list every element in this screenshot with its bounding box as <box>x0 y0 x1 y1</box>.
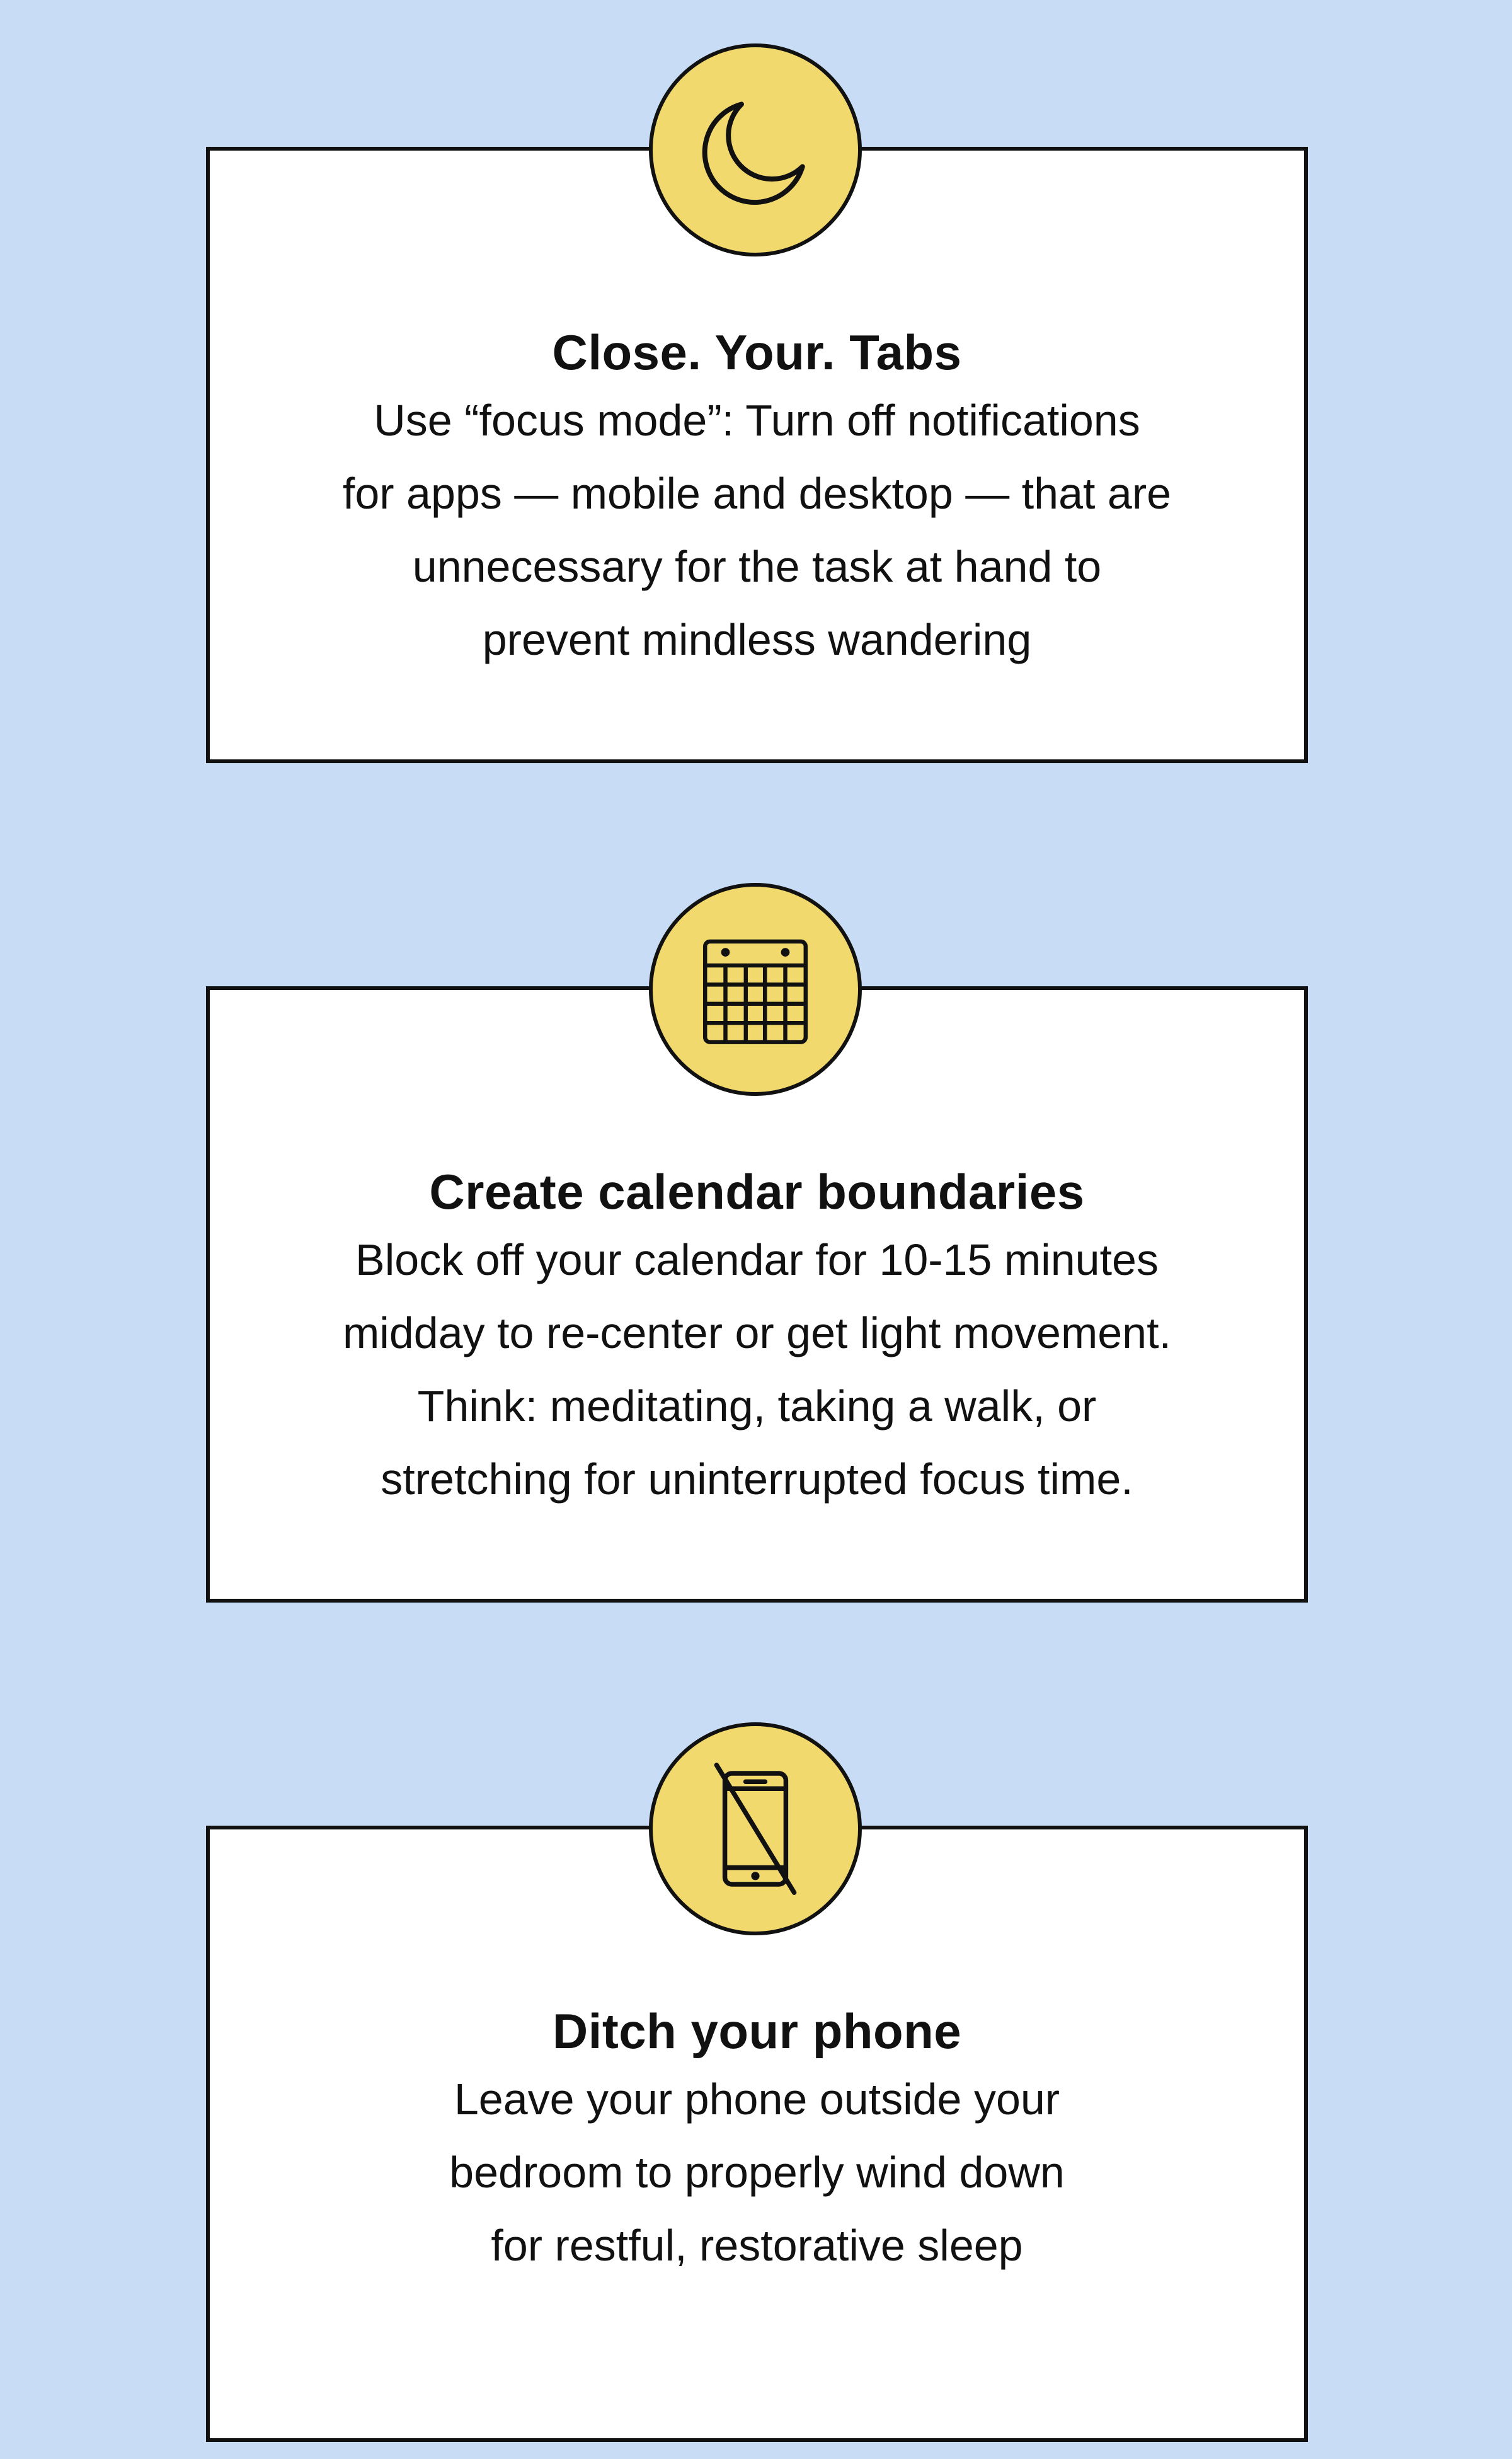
card-content <box>210 1160 1304 1516</box>
card-title: Close. Your. Tabs <box>552 325 962 380</box>
card-text-line: Leave your phone outside your <box>454 2075 1060 2124</box>
card-text-line: for apps — mobile and desktop — that are <box>342 469 1172 518</box>
card-text-line: midday to re-center or get light movement. <box>342 1308 1172 1357</box>
calendar-icon <box>696 930 815 1049</box>
card-text-line: stretching for uninterrupted focus time. <box>381 1454 1133 1504</box>
icon-badge <box>649 883 862 1096</box>
card-text-line: Think: meditating, taking a walk, or <box>417 1381 1097 1431</box>
card-text-line: Block off your calendar for 10-15 minutes <box>355 1235 1159 1284</box>
card-title: Create calendar boundaries <box>429 1164 1085 1219</box>
card-content <box>210 2000 1304 2282</box>
card-text-line: bedroom to properly wind down <box>449 2148 1065 2197</box>
card-text-line: for restful, restorative sleep <box>491 2221 1023 2270</box>
moon-icon <box>686 81 825 219</box>
icon-badge <box>649 43 862 256</box>
icon-badge <box>649 1722 862 1935</box>
card-text-line: unnecessary for the task at hand to <box>412 542 1102 591</box>
card-text-line: prevent mindless wandering <box>482 615 1032 664</box>
card-title: Ditch your phone <box>552 2003 962 2059</box>
card-text-line: Use “focus mode”: Turn off notifications <box>374 396 1140 445</box>
no-phone-icon <box>686 1759 825 1898</box>
card-content <box>210 321 1304 676</box>
